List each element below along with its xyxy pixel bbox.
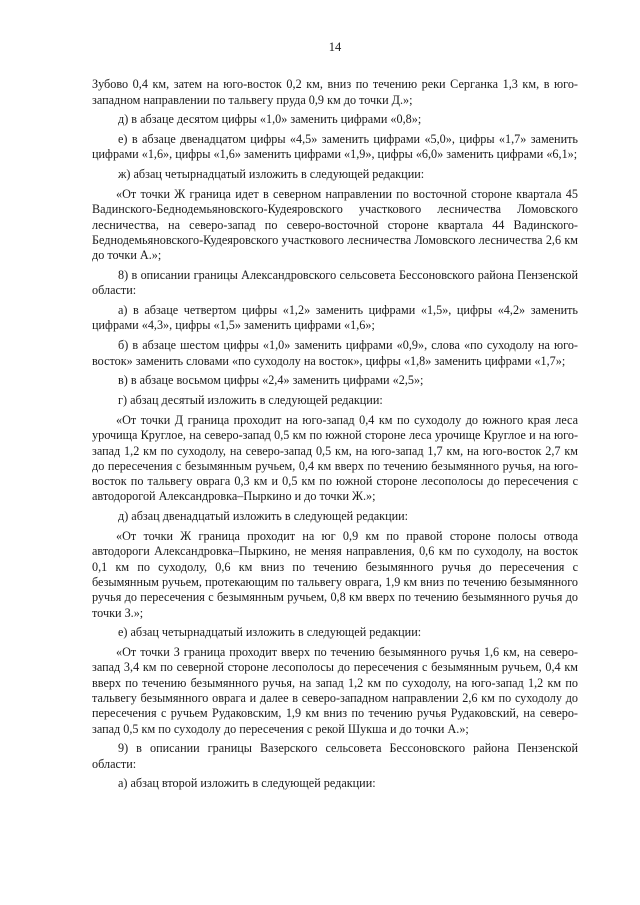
quoted-paragraph: «От точки З граница проходит вверх по течению безымянного ручья 1,6 км, на северо-запад 3,4 км по северной стороне лесополосы до пересечения с безымянным ручьем, 0,4 км вверх по течению безымянного ручья, на запад 1,2 км по суходолу, на юго-запад 1,2 км по тальвегу безымянного оврага и далее в северо-западном направлении 2,6 км по суходолу до пересечения с ручьем Рудаковским, 1,9 км вниз по течению ручья Рудаковский, на северо-запад 0,5 км по суходолу до пересечения с рекой Шукша и до точки А.»; [92,645,578,736]
amendment-item-d: д) в абзаце десятом цифры «1,0» заменить цифрами «0,8»; [118,112,422,127]
section-item-8: 8) в описании границы Александровского сельсовета Бессоновского района Пензенской области: [92,268,578,298]
amendment-item-v: в) в абзаце восьмом цифры «2,4» заменить цифрами «2,5»; [118,373,424,388]
paragraph-continuation: Зубово 0,4 км, затем на юго-восток 0,2 км, вниз по течению реки Серганка 1,3 км, в юго-западном направлении по тальвегу пруда 0,9 км до точки Д.»; [92,77,578,107]
quoted-paragraph: «От точки Ж граница проходит на юг 0,9 км по правой стороне полосы отвода автодороги Александровка–Пыркино, не меняя направления, 0,6 км по суходолу, на восток 0,1 км по суходолу, 0,6 км вниз по течению безымянного ручья до пересечения с безымянным ручьем, протекающим по тальвегу оврага, 1,9 км вниз по течению безымянного ручья до пересечения с безымянным ручьем, 0,8 км вверх по течению безымянного ручья до точки З.»; [92,529,578,620]
amendment-item-g: г) абзац десятый изложить в следующей редакции: [118,393,383,408]
amendment-item-b: б) в абзаце шестом цифры «1,0» заменить цифрами «0,9», слова «по суходолу на юго-восток» заменить словами «по суходолу на восток», цифры «1,8» заменить цифрами «1,7»; [92,338,578,368]
amendment-item-e: е) в абзаце двенадцатом цифры «4,5» заменить цифрами «5,0», цифры «1,7» заменить цифрами «1,6», цифры «1,6» заменить цифрами «1,9», цифры «6,0» заменить цифрами «6,1»; [92,132,578,162]
page-number: 14 [328,40,342,54]
quoted-paragraph: «От точки Ж граница идет в северном направлении по восточной стороне квартала 45 Вадинского-Беднодемьяновского-Кудеяровского участкового лесничества Ломовского лесничества, на северо-запад по северо-восточной стороне квартала 44 Вадинского-Беднодемьяновского-Кудеяровского участкового лесничества Ломовского лесничества 2,6 км до точки А.»; [92,187,578,263]
amendment-item-a: а) в абзаце четвертом цифры «1,2» заменить цифрами «1,5», цифры «4,2» заменить цифрами «4,3», цифры «1,5» заменить цифрами «1,6»; [92,303,578,333]
amendment-item-d: д) абзац двенадцатый изложить в следующей редакции: [118,509,409,524]
section-item-9: 9) в описании границы Вазерского сельсовета Бессоновского района Пензенской области: [92,741,578,771]
amendment-item-zh: ж) абзац четырнадцатый изложить в следующей редакции: [118,167,425,182]
quoted-paragraph: «От точки Д граница проходит на юго-запад 0,4 км по суходолу до южного края леса урочища Круглое, на северо-запад 0,5 км по южной стороне леса урочище Круглое и на юго-запад 1,2 км по суходолу, на северо-запад 0,5 км, на юго-запад 1,7 км, на юго-восток 2,7 км до пересечения с безымянным ручьем, 0,4 км вверх по течению безымянного ручья, на юго-восток по тальвегу оврага 0,3 км и 0,5 км по южной стороне лесополосы до пересечения с автодорогой Александровка–Пыркино и до точки Ж.»; [92,412,578,504]
amendment-item-a: а) абзац второй изложить в следующей редакции: [118,776,376,791]
amendment-item-e: е) абзац четырнадцатый изложить в следующей редакции: [118,625,422,640]
